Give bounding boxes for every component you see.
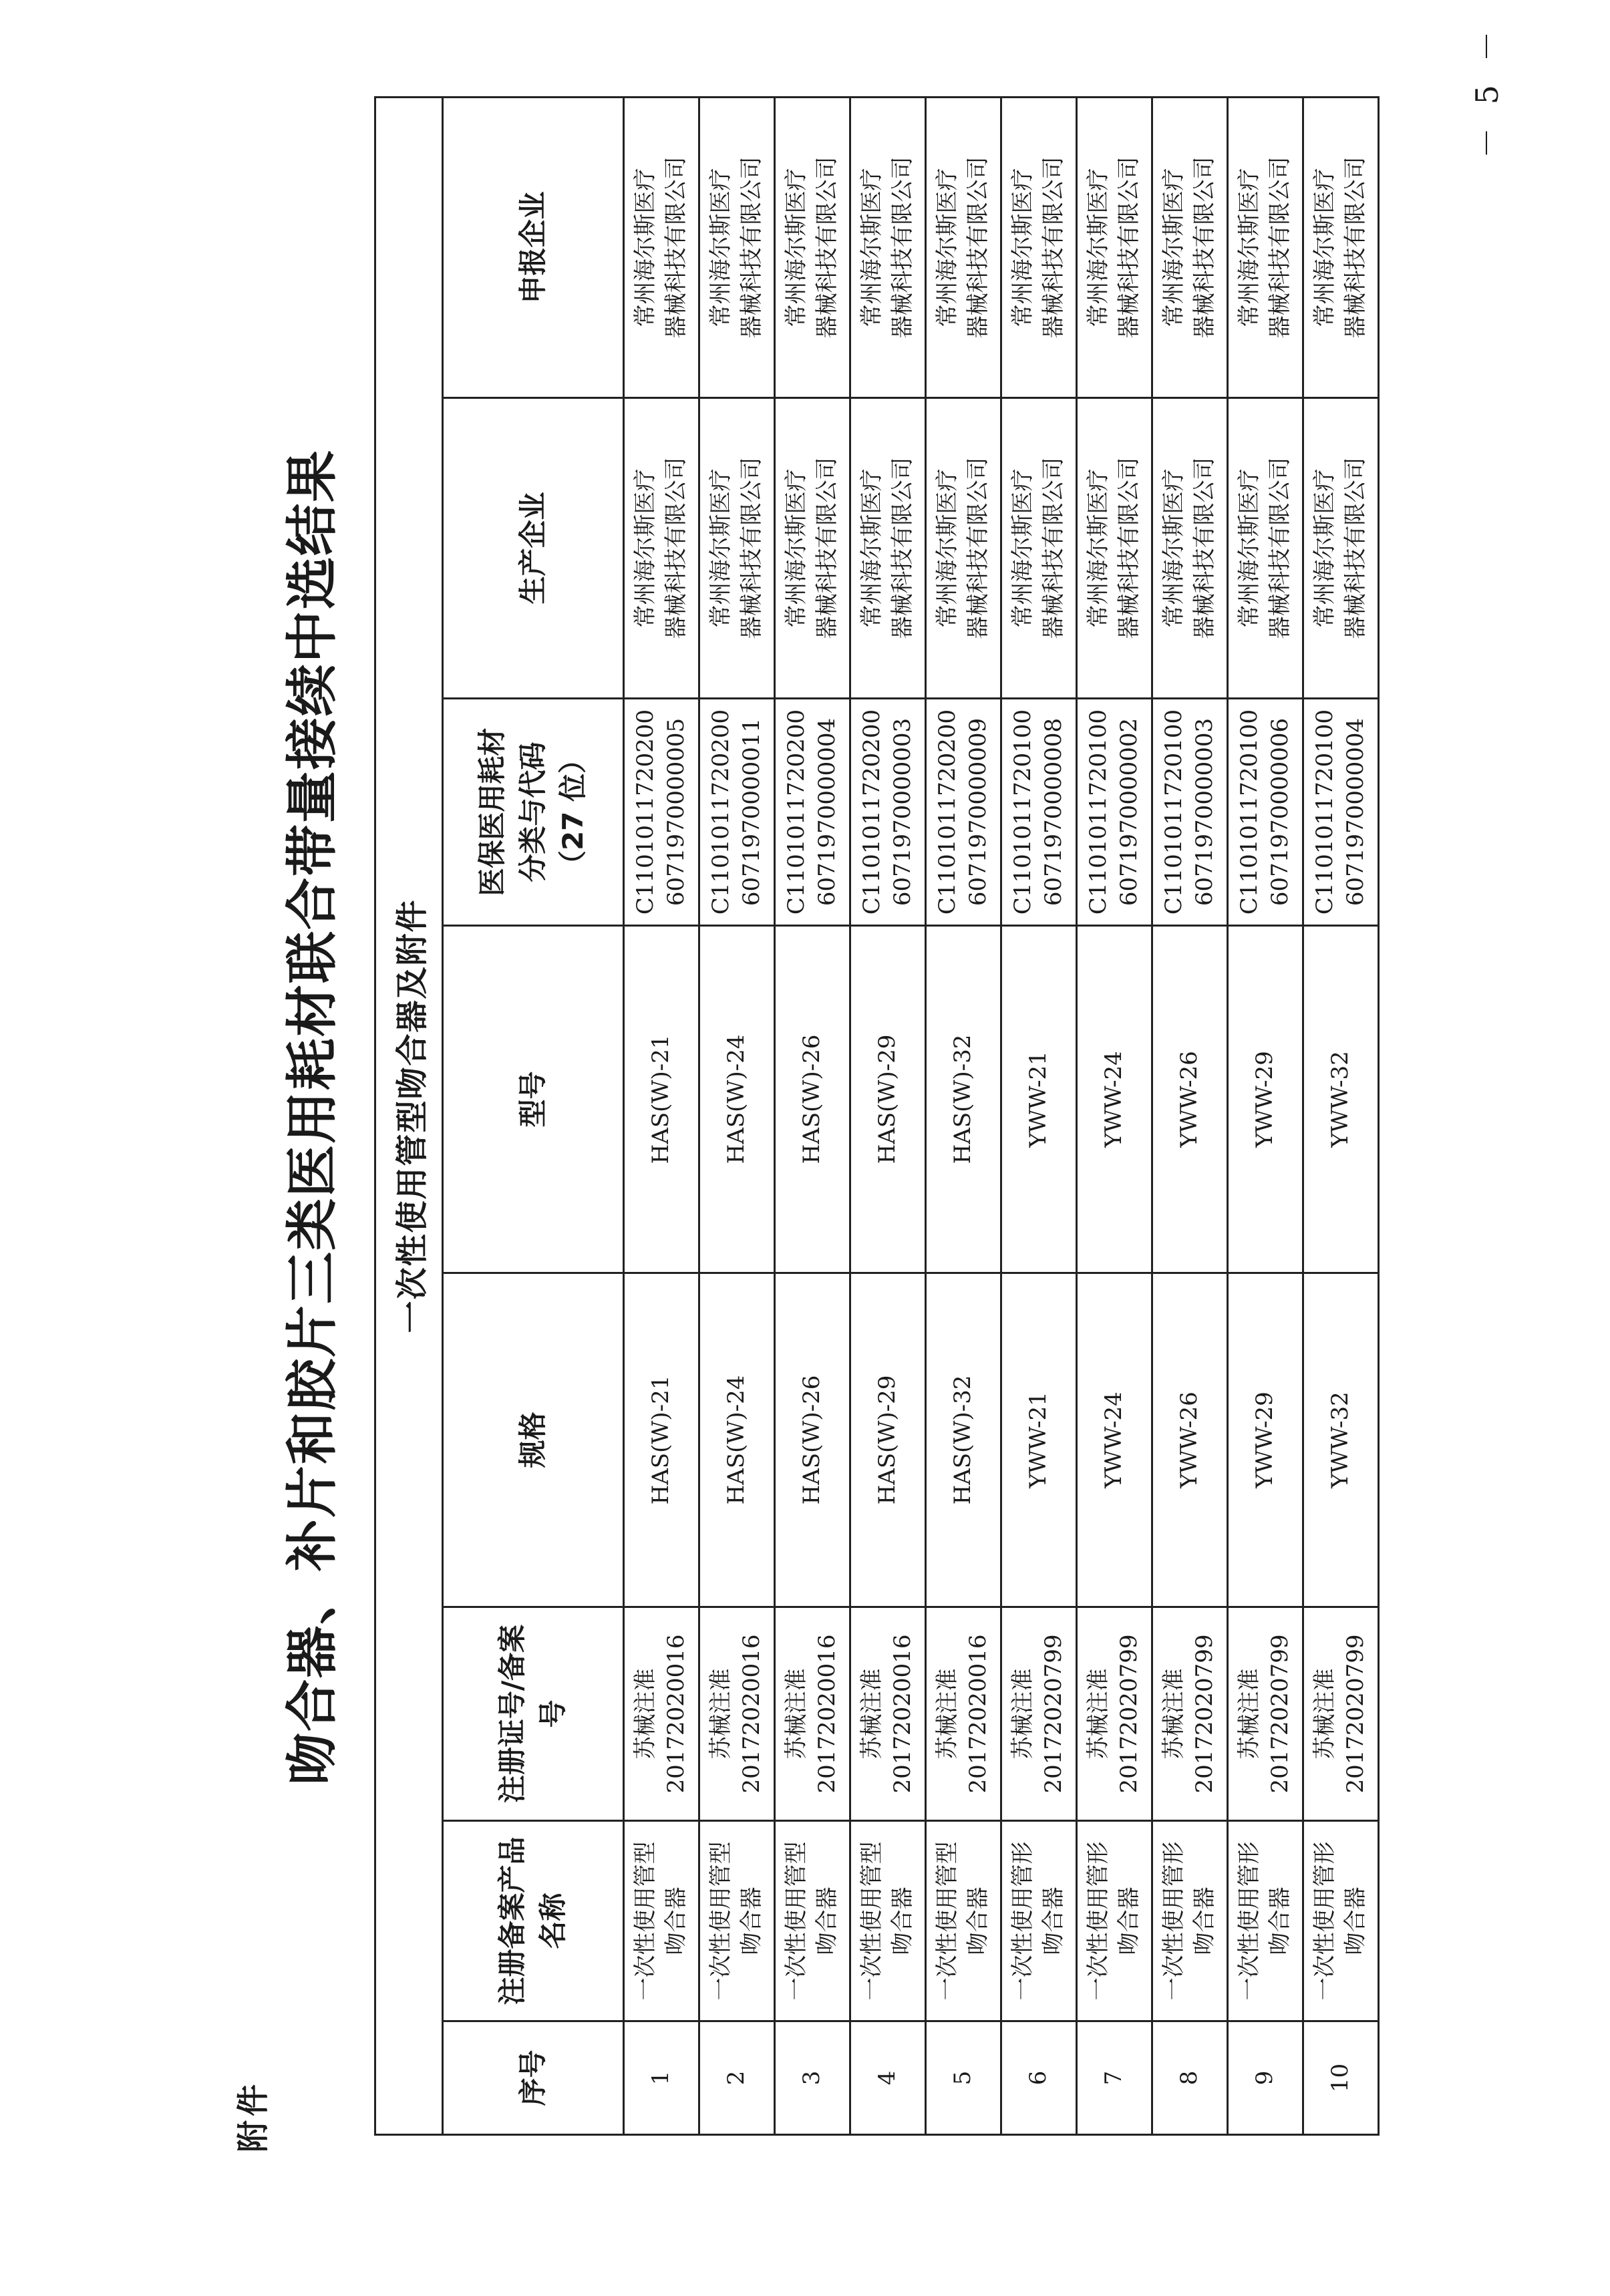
- attachment-label: 附件: [234, 2080, 272, 2152]
- cell-manufacturer: [926, 398, 1001, 699]
- header-model: 型号: [443, 926, 624, 1273]
- cell-manufacturer-line2: 器械科技有限公司: [1191, 457, 1218, 639]
- cell-registration-line1: 苏械注准: [1160, 1668, 1188, 1760]
- cell-manufacturer-line1: 常州海尔斯医疗: [1311, 468, 1339, 628]
- cell-manufacturer: [775, 398, 850, 699]
- table-row: [1077, 97, 1152, 2134]
- header-applicant: 申报企业: [443, 97, 624, 397]
- cell-applicant: [1077, 97, 1152, 397]
- cell-product-name-line1: 一次性使用管型: [707, 1841, 735, 2001]
- cell-applicant-line1: 常州海尔斯医疗: [1085, 168, 1112, 327]
- cell-code-line1: C1101011720200: [783, 709, 810, 915]
- cell-code-line1: C1101011720100: [1311, 709, 1339, 915]
- cell-manufacturer: [850, 398, 926, 699]
- cell-manufacturer-line1: 常州海尔斯医疗: [1236, 468, 1263, 628]
- results-table: [374, 96, 1380, 2136]
- cell-no: 2: [699, 2021, 775, 2135]
- cell-manufacturer: [1077, 398, 1152, 699]
- cell-product-name-line2: 吻合器: [1267, 1887, 1293, 1955]
- cell-product-name-line2: 吻合器: [965, 1887, 991, 1955]
- cell-code: [1303, 699, 1379, 926]
- cell-manufacturer-line1: 常州海尔斯医疗: [1009, 468, 1037, 628]
- cell-manufacturer-line2: 器械科技有限公司: [663, 457, 689, 639]
- cell-registration: [1303, 1607, 1379, 1821]
- cell-applicant: [1001, 97, 1077, 397]
- cell-model: HAS(W)-21: [624, 926, 699, 1273]
- cell-registration-line1: 苏械注准: [1009, 1668, 1037, 1760]
- cell-product-name: [1228, 1821, 1303, 2021]
- table-row: [624, 97, 699, 2134]
- cell-product-name-line1: 一次性使用管型: [934, 1841, 961, 2001]
- cell-applicant-line2: 器械科技有限公司: [1191, 156, 1218, 339]
- cell-model: HAS(W)-26: [775, 926, 850, 1273]
- cell-registration-line1: 苏械注准: [707, 1668, 735, 1760]
- cell-applicant: [1152, 97, 1228, 397]
- cell-model: YWW-21: [1001, 926, 1077, 1273]
- table-row: [850, 97, 926, 2134]
- cell-product-name: [926, 1821, 1001, 2021]
- cell-product-name: [850, 1821, 926, 2021]
- header-code: [443, 699, 624, 926]
- header-manufacturer: 生产企业: [443, 398, 624, 699]
- cell-registration-line1: 苏械注准: [858, 1668, 886, 1760]
- cell-registration-line2: 20172020799: [1116, 1634, 1142, 1794]
- cell-registration-line2: 20172020799: [1342, 1634, 1369, 1794]
- cell-applicant-line2: 器械科技有限公司: [1040, 156, 1067, 339]
- cell-code-line1: C1101011720100: [1009, 709, 1037, 915]
- cell-applicant-line1: 常州海尔斯医疗: [1160, 168, 1188, 327]
- cell-code-line1: C1101011720200: [934, 709, 961, 915]
- cell-registration-line1: 苏械注准: [783, 1668, 810, 1760]
- cell-product-name: [1152, 1821, 1228, 2021]
- cell-registration: [1228, 1607, 1303, 1821]
- cell-registration: [699, 1607, 775, 1821]
- cell-manufacturer: [624, 398, 699, 699]
- cell-code-line1: C1101011720200: [858, 709, 886, 915]
- cell-spec: YWW-21: [1001, 1273, 1077, 1607]
- cell-product-name-line1: 一次性使用管型: [858, 1841, 886, 2001]
- cell-manufacturer-line2: 器械科技有限公司: [1116, 457, 1142, 639]
- cell-registration: [775, 1607, 850, 1821]
- cell-product-name: [624, 1821, 699, 2021]
- cell-applicant-line2: 器械科技有限公司: [814, 156, 840, 339]
- cell-registration: [624, 1607, 699, 1821]
- cell-applicant-line1: 常州海尔斯医疗: [1311, 168, 1339, 327]
- cell-code: [699, 699, 775, 926]
- header-code-line2: 分类与代码: [516, 742, 549, 882]
- cell-manufacturer-line1: 常州海尔斯医疗: [934, 468, 961, 628]
- cell-code: [775, 699, 850, 926]
- cell-applicant: [699, 97, 775, 397]
- cell-model: YWW-29: [1228, 926, 1303, 1273]
- cell-manufacturer: [1152, 398, 1228, 699]
- table-row: [1303, 97, 1379, 2134]
- cell-product-name-line1: 一次性使用管型: [783, 1841, 810, 2001]
- cell-code: [1001, 699, 1077, 926]
- table-row: [699, 97, 775, 2134]
- cell-manufacturer-line1: 常州海尔斯医疗: [783, 468, 810, 628]
- cell-model: HAS(W)-24: [699, 926, 775, 1273]
- cell-registration: [1152, 1607, 1228, 1821]
- cell-manufacturer-line1: 常州海尔斯医疗: [1160, 468, 1188, 628]
- cell-spec: YWW-32: [1303, 1273, 1379, 1607]
- cell-registration-line2: 20172020799: [1191, 1634, 1218, 1794]
- cell-code-line2: 6071970000004: [1342, 717, 1369, 907]
- table-row: [1152, 97, 1228, 2134]
- cell-no: 5: [926, 2021, 1001, 2135]
- cell-manufacturer: [1303, 398, 1379, 699]
- cell-registration-line2: 20172020799: [1040, 1634, 1067, 1794]
- cell-no: 7: [1077, 2021, 1152, 2135]
- cell-registration-line2: 20172020016: [965, 1634, 991, 1794]
- cell-manufacturer-line2: 器械科技有限公司: [965, 457, 991, 639]
- cell-applicant-line2: 器械科技有限公司: [1116, 156, 1142, 339]
- header-product-name: [443, 1821, 624, 2021]
- cell-model: YWW-24: [1077, 926, 1152, 1273]
- cell-no: 6: [1001, 2021, 1077, 2135]
- cell-registration-line2: 20172020016: [663, 1634, 689, 1794]
- cell-code-line2: 6071970000004: [814, 717, 840, 907]
- cell-product-name-line2: 吻合器: [663, 1887, 689, 1955]
- cell-applicant: [1303, 97, 1379, 397]
- cell-applicant-line2: 器械科技有限公司: [738, 156, 765, 339]
- cell-manufacturer-line2: 器械科技有限公司: [1267, 457, 1293, 639]
- cell-applicant-line2: 器械科技有限公司: [965, 156, 991, 339]
- cell-manufacturer-line1: 常州海尔斯医疗: [632, 468, 659, 628]
- cell-applicant-line1: 常州海尔斯医疗: [1009, 168, 1037, 327]
- cell-applicant-line2: 器械科技有限公司: [889, 156, 916, 339]
- cell-product-name-line2: 吻合器: [1040, 1887, 1067, 1955]
- cell-spec: HAS(W)-29: [850, 1273, 926, 1607]
- cell-code-line1: C1101011720100: [1236, 709, 1263, 915]
- cell-applicant-line1: 常州海尔斯医疗: [632, 168, 659, 327]
- header-code-line3: （27 位）: [556, 745, 590, 879]
- cell-registration-line1: 苏械注准: [934, 1668, 961, 1760]
- table-row: [1001, 97, 1077, 2134]
- cell-applicant-line1: 常州海尔斯医疗: [707, 168, 735, 327]
- cell-product-name-line2: 吻合器: [1116, 1887, 1142, 1955]
- cell-manufacturer-line1: 常州海尔斯医疗: [707, 468, 735, 628]
- cell-product-name-line1: 一次性使用管形: [1236, 1841, 1263, 2001]
- cell-applicant-line1: 常州海尔斯医疗: [1236, 168, 1263, 327]
- cell-applicant: [775, 97, 850, 397]
- cell-product-name-line2: 吻合器: [1191, 1887, 1218, 1955]
- cell-applicant: [1228, 97, 1303, 397]
- cell-registration: [850, 1607, 926, 1821]
- cell-code: [624, 699, 699, 926]
- page-number: － 5 －: [1469, 24, 1505, 158]
- cell-applicant: [624, 97, 699, 397]
- cell-registration-line2: 20172020799: [1267, 1634, 1293, 1794]
- cell-manufacturer-line2: 器械科技有限公司: [889, 457, 916, 639]
- cell-model: YWW-26: [1152, 926, 1228, 1273]
- cell-code-line1: C1101011720100: [1085, 709, 1112, 915]
- cell-applicant-line1: 常州海尔斯医疗: [934, 168, 961, 327]
- cell-manufacturer-line2: 器械科技有限公司: [738, 457, 765, 639]
- cell-registration: [926, 1607, 1001, 1821]
- cell-code-line2: 6071970000003: [1191, 717, 1218, 907]
- cell-code: [1228, 699, 1303, 926]
- cell-product-name-line1: 一次性使用管形: [1311, 1841, 1339, 2001]
- cell-registration-line1: 苏械注准: [1311, 1668, 1339, 1760]
- cell-spec: HAS(W)-32: [926, 1273, 1001, 1607]
- cell-manufacturer-line2: 器械科技有限公司: [1040, 457, 1067, 639]
- cell-applicant-line1: 常州海尔斯医疗: [858, 168, 886, 327]
- cell-product-name-line2: 吻合器: [889, 1887, 916, 1955]
- header-product-name-line1: 注册备案产品: [496, 1836, 529, 2005]
- cell-manufacturer: [1228, 398, 1303, 699]
- cell-code: [1152, 699, 1228, 926]
- cell-no: 9: [1228, 2021, 1303, 2135]
- cell-model: YWW-32: [1303, 926, 1379, 1273]
- cell-registration: [1077, 1607, 1152, 1821]
- cell-product-name: [1001, 1821, 1077, 2021]
- cell-manufacturer-line1: 常州海尔斯医疗: [858, 468, 886, 628]
- cell-code-line2: 6071970000011: [738, 717, 765, 907]
- cell-product-name: [775, 1821, 850, 2021]
- table-subtitle: 一次性使用管型吻合器及附件: [375, 97, 443, 2134]
- table-row: [775, 97, 850, 2134]
- cell-applicant-line2: 器械科技有限公司: [1342, 156, 1369, 339]
- header-code-line1: 医保医用耗材: [475, 727, 508, 896]
- cell-product-name-line2: 吻合器: [1342, 1887, 1369, 1955]
- cell-no: 4: [850, 2021, 926, 2135]
- table-row: [926, 97, 1001, 2134]
- cell-registration-line1: 苏械注准: [1085, 1668, 1112, 1760]
- cell-applicant: [850, 97, 926, 397]
- cell-no: 10: [1303, 2021, 1379, 2135]
- cell-applicant-line1: 常州海尔斯医疗: [783, 168, 810, 327]
- header-spec: 规格: [443, 1273, 624, 1607]
- cell-manufacturer-line1: 常州海尔斯医疗: [1085, 468, 1112, 628]
- cell-registration: [1001, 1607, 1077, 1821]
- cell-registration-line1: 苏械注准: [632, 1668, 659, 1760]
- header-product-name-line2: 名称: [536, 1893, 569, 1949]
- cell-manufacturer: [699, 398, 775, 699]
- cell-product-name-line1: 一次性使用管形: [1009, 1841, 1037, 2001]
- cell-registration-line1: 苏械注准: [1236, 1668, 1263, 1760]
- cell-code: [1077, 699, 1152, 926]
- cell-product-name-line1: 一次性使用管型: [632, 1841, 659, 2001]
- table-row: [1228, 97, 1303, 2134]
- page-title: 吻合器、补片和胶片三类医用耗材联合带量接续中选结果: [283, 449, 343, 1786]
- cell-manufacturer: [1001, 398, 1077, 699]
- cell-no: 8: [1152, 2021, 1228, 2135]
- cell-code-line2: 6071970000008: [1040, 717, 1067, 907]
- cell-applicant: [926, 97, 1001, 397]
- cell-product-name-line2: 吻合器: [738, 1887, 765, 1955]
- cell-product-name: [1303, 1821, 1379, 2021]
- cell-product-name-line2: 吻合器: [814, 1887, 840, 1955]
- cell-product-name-line1: 一次性使用管形: [1160, 1841, 1188, 2001]
- cell-product-name: [699, 1821, 775, 2021]
- cell-code: [850, 699, 926, 926]
- cell-spec: YWW-29: [1228, 1273, 1303, 1607]
- cell-spec: YWW-26: [1152, 1273, 1228, 1607]
- cell-code-line1: C1101011720200: [632, 709, 659, 915]
- cell-code-line2: 6071970000002: [1116, 717, 1142, 907]
- cell-spec: HAS(W)-21: [624, 1273, 699, 1607]
- header-no: 序号: [443, 2021, 624, 2135]
- cell-model: HAS(W)-29: [850, 926, 926, 1273]
- cell-product-name-line1: 一次性使用管形: [1085, 1841, 1112, 2001]
- cell-code-line2: 6071970000006: [1267, 717, 1293, 907]
- table-body: [624, 97, 1379, 2134]
- cell-code-line1: C1101011720200: [707, 709, 735, 915]
- cell-spec: HAS(W)-26: [775, 1273, 850, 1607]
- cell-manufacturer-line2: 器械科技有限公司: [1342, 457, 1369, 639]
- cell-applicant-line2: 器械科技有限公司: [1267, 156, 1293, 339]
- cell-spec: YWW-24: [1077, 1273, 1152, 1607]
- header-registration: 注册证号/备案号: [443, 1607, 624, 1821]
- cell-manufacturer-line2: 器械科技有限公司: [814, 457, 840, 639]
- cell-code-line2: 6071970000009: [965, 717, 991, 907]
- cell-no: 1: [624, 2021, 699, 2135]
- cell-applicant-line2: 器械科技有限公司: [663, 156, 689, 339]
- cell-no: 3: [775, 2021, 850, 2135]
- cell-registration-line2: 20172020016: [738, 1634, 765, 1794]
- cell-code-line2: 6071970000003: [889, 717, 916, 907]
- cell-registration-line2: 20172020016: [889, 1634, 916, 1794]
- cell-code-line1: C1101011720100: [1160, 709, 1188, 915]
- cell-model: HAS(W)-32: [926, 926, 1001, 1273]
- cell-registration-line2: 20172020016: [814, 1634, 840, 1794]
- cell-spec: HAS(W)-24: [699, 1273, 775, 1607]
- cell-product-name: [1077, 1821, 1152, 2021]
- cell-code-line2: 6071970000005: [663, 717, 689, 907]
- cell-code: [926, 699, 1001, 926]
